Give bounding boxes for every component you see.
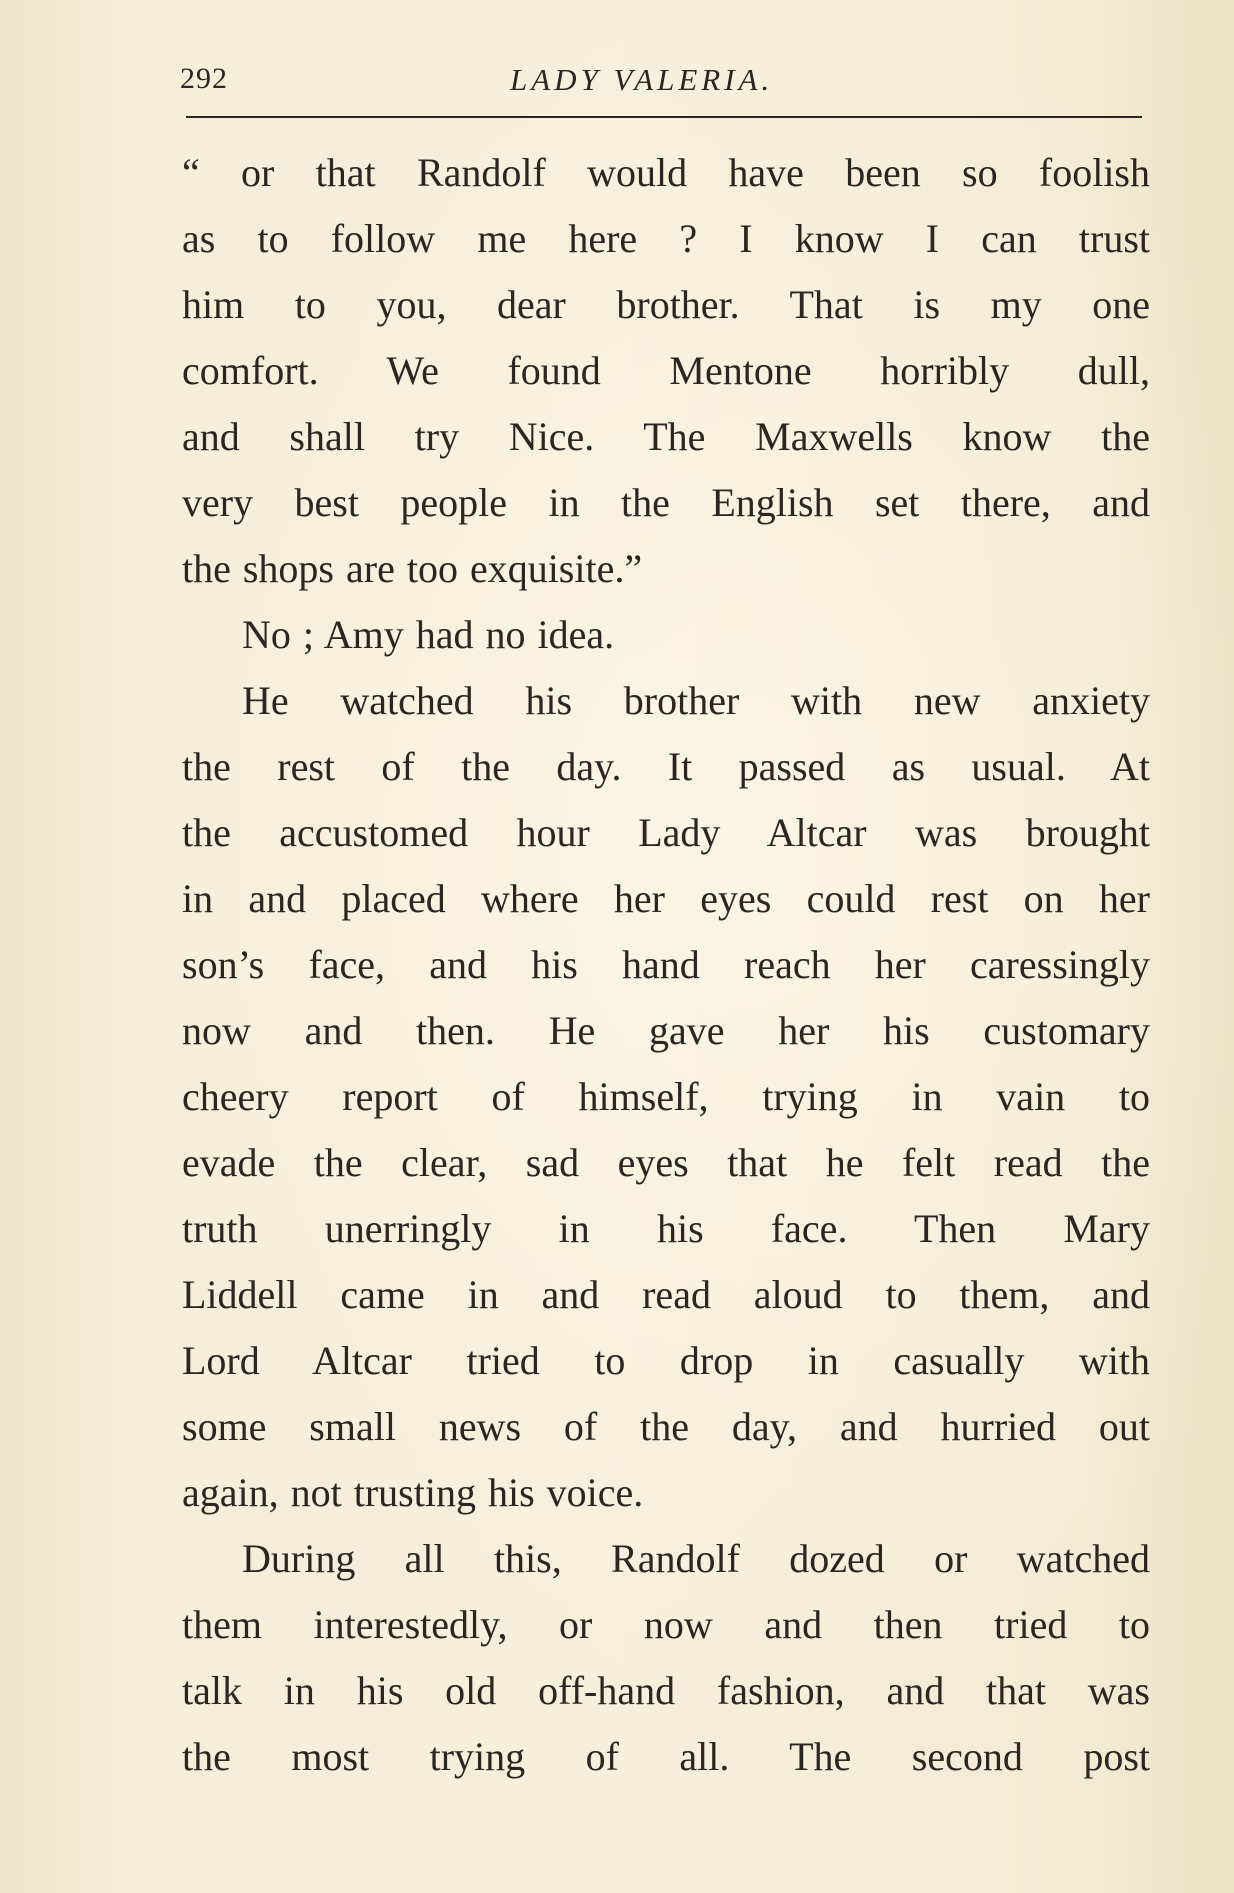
text-line: talk in his old off-hand fashion, and that was [182,1668,1150,1713]
text-line: as to follow me here ? I know I can trust [182,216,1150,261]
text-line: Liddell came in and read aloud to them, and [182,1272,1150,1317]
text-line: the accustomed hour Lady Altcar was brought [182,810,1150,855]
running-title: LADY VALERIA. [510,62,774,97]
page-number: 292 [180,62,228,95]
header-rule [186,116,1142,118]
text-line: in and placed where her eyes could rest on her [182,876,1150,921]
text-line: and shall try Nice. The Maxwells know the [182,414,1150,459]
running-head [180,58,1142,102]
text-line: Lord Altcar tried to drop in casually with [182,1338,1150,1383]
text-line: the shops are too exquisite.” [182,546,643,591]
text-line: No ; Amy had no idea. [242,612,615,657]
text-line: them interestedly, or now and then tried to [182,1602,1150,1647]
text-line: the most trying of all. The second post [182,1734,1150,1779]
text-line: him to you, dear brother. That is my one [182,282,1150,327]
text-line: cheery report of himself, trying in vain to [182,1074,1150,1119]
text-line: the rest of the day. It passed as usual. At [182,744,1150,789]
text-line: some small news of the day, and hurried out [182,1404,1150,1449]
text-line: truth unerringly in his face. Then Mary [182,1206,1150,1251]
text-line: again, not trusting his voice. [182,1470,644,1515]
text-line: He watched his brother with new anxiety [242,678,1150,723]
text-line: now and then. He gave her his customary [182,1008,1150,1053]
body-text [182,140,1150,1790]
text-line: During all this, Randolf dozed or watched [242,1536,1150,1581]
text-line: comfort. We found Mentone horribly dull, [182,348,1150,393]
text-line: evade the clear, sad eyes that he felt read the [182,1140,1150,1185]
text-line: very best people in the English set there, and [182,480,1150,525]
text-line: son’s face, and his hand reach her caressingly [182,942,1150,987]
text-line: “ or that Randolf would have been so foolish [182,150,1150,195]
